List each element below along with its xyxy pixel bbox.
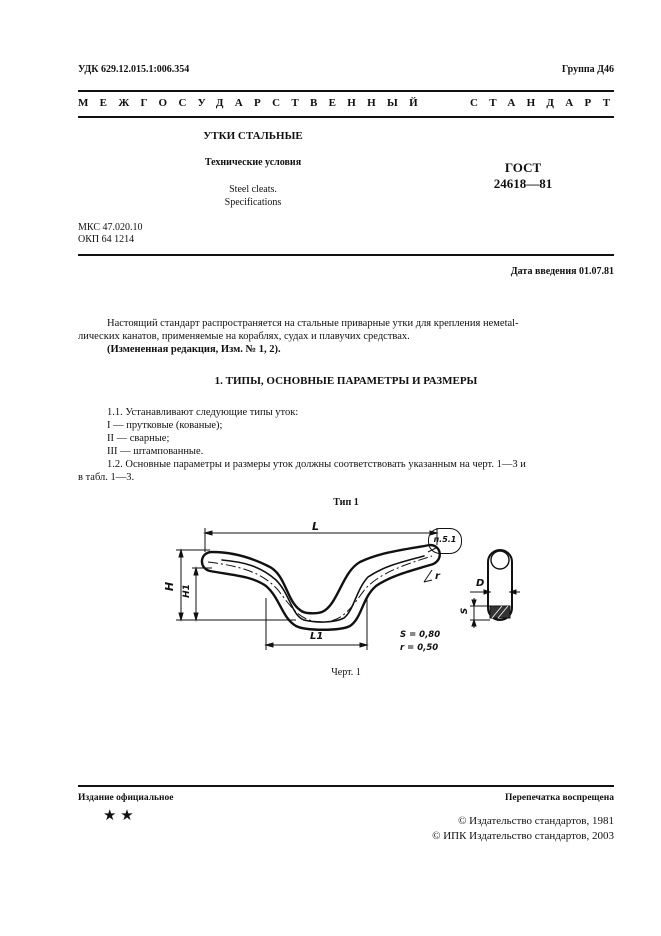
gost-number: 24618—81 bbox=[493, 176, 553, 191]
amendment-note: (Измененная редакция, Изм. № 1, 2). bbox=[107, 344, 281, 355]
list-item: I — прутковые (кованые); bbox=[107, 420, 223, 431]
intro-date: Дата введения 01.07.81 bbox=[510, 266, 614, 277]
dim-label-D: D bbox=[476, 578, 485, 589]
dim-label-H1: H1 bbox=[181, 584, 192, 598]
group-code: Группа Д46 bbox=[561, 64, 614, 75]
section-title: 1. ТИПЫ, ОСНОВНЫЕ ПАРАМЕТРЫ И РАЗМЕРЫ bbox=[214, 375, 478, 387]
list-item: в табл. 1—3. bbox=[78, 472, 135, 483]
gost-label: ГОСТ bbox=[504, 160, 542, 175]
figure-caption: Черт. 1 bbox=[331, 667, 361, 678]
star-icon: ★ ★ bbox=[103, 808, 134, 824]
official-edition: Издание официальное bbox=[78, 793, 174, 803]
banner-right: СТАНДАРТ bbox=[470, 97, 622, 109]
list-item: III — штампованные. bbox=[107, 446, 204, 457]
intro-line-2: лических канатов, применяемые на кораблях, судах и плавучих средствах. bbox=[78, 331, 410, 342]
dim-label-L1: L1 bbox=[310, 631, 324, 642]
okp-code: ОКП 64 1214 bbox=[78, 234, 135, 245]
dim-label-L: L bbox=[312, 520, 320, 533]
note-reference-circle: п.5.1 bbox=[428, 528, 462, 554]
reprint-notice: Перепечатка воспрещена bbox=[504, 793, 614, 803]
intro-line-1: Настоящий стандарт распространяется на стальные приварные утки для крепления немetal- bbox=[107, 318, 519, 329]
list-item: 1.2. Основные параметры и размеры уток должны соответствовать указанным на черт. 1—3 и bbox=[107, 459, 526, 470]
tolerance-s: S = 0,80 bbox=[400, 630, 441, 640]
dim-label-S: S bbox=[460, 607, 471, 615]
copyright-2003: © ИПК Издательство стандартов, 2003 bbox=[432, 830, 614, 842]
dim-label-r: r bbox=[435, 571, 440, 582]
banner-left: МЕЖГОСУДАРСТВЕННЫЙ bbox=[78, 97, 429, 109]
figure-type-label: Тип 1 bbox=[333, 497, 359, 508]
footer-rule bbox=[78, 785, 614, 787]
list-item: II — сварные; bbox=[107, 433, 170, 444]
en-subtitle: Specifications bbox=[224, 197, 282, 208]
doc-title: УТКИ СТАЛЬНЫЕ bbox=[203, 130, 303, 142]
copyright-1981: © Издательство стандартов, 1981 bbox=[458, 815, 614, 827]
tolerance-r: r = 0,50 bbox=[400, 643, 439, 653]
mks-code: МКС 47.020.10 bbox=[78, 222, 143, 233]
doc-subtitle: Технические условия bbox=[204, 157, 302, 168]
dim-label-H: H bbox=[163, 581, 177, 592]
list-item: 1.1. Устанавливают следующие типы уток: bbox=[107, 407, 299, 418]
udk-code: УДК 629.12.015.1:006.354 bbox=[78, 64, 190, 75]
en-title: Steel cleats. bbox=[229, 184, 277, 195]
